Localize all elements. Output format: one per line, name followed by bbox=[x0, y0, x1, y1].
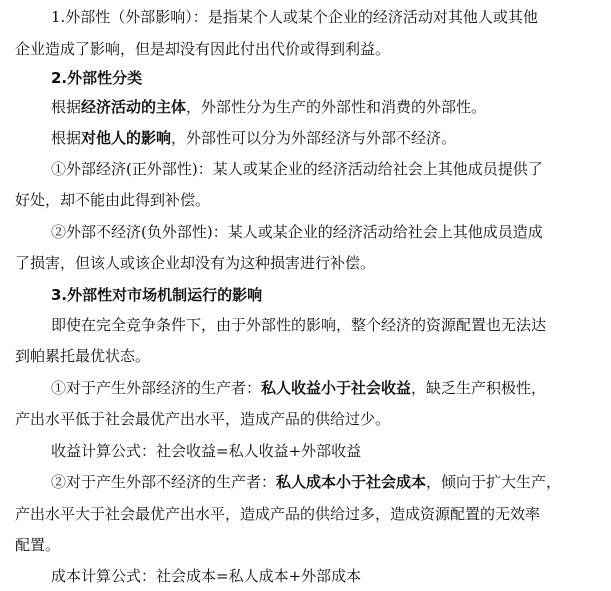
text-segment: 根据 bbox=[51, 98, 82, 116]
definition-line-1: 1.外部性（外部影响）：是指某个人或某个企业的经济活动对其他人或其他 bbox=[51, 8, 538, 26]
positive-producer-line-2: 产出水平低于社会最优产出水平，造成产品的供给过少。 bbox=[15, 410, 391, 428]
text-segment: ，缺乏生产积极性， bbox=[411, 379, 547, 397]
negative-producer-line-2: 产出水平大于社会最优产出水平，造成产品的供给过多，造成资源配置的无效率 bbox=[15, 505, 541, 523]
negative-externality-line-2: 了损害，但该人或该企业却没有为这种损害进行补偿。 bbox=[15, 254, 376, 272]
text-segment: ，外部性分为生产的外部性和消费的外部性。 bbox=[186, 98, 487, 116]
emphasis-private-cost: 私人成本小于社会成本 bbox=[276, 473, 427, 491]
classification-by-effect bbox=[51, 128, 456, 148]
positive-externality-line-2: 好处，却不能由此得到补偿。 bbox=[15, 191, 211, 209]
heading-classification: 2.外部性分类 bbox=[51, 69, 143, 87]
text-segment: ，外部性可以分为外部经济与外部不经济。 bbox=[171, 129, 457, 147]
emphasis-private-revenue: 私人收益小于社会收益 bbox=[261, 379, 412, 397]
positive-externality-line-1: ①外部经济(正外部性)：某人或某企业的经济活动给社会上其他成员提供了 bbox=[51, 160, 543, 178]
emphasis-effect: 对他人的影响 bbox=[81, 129, 172, 147]
heading-market-impact: 3.外部性对市场机制运行的影响 bbox=[51, 286, 263, 304]
negative-producer-line-1 bbox=[51, 472, 561, 492]
text-segment: ，倾向于扩大生产， bbox=[426, 473, 562, 491]
cost-formula: 成本计算公式：社会成本=私人成本+外部成本 bbox=[51, 567, 362, 585]
text-segment: ②对于产生外部不经济的生产者： bbox=[51, 473, 277, 491]
definition-line-2: 企业造成了影响，但是却没有因此付出代价或得到利益。 bbox=[15, 40, 391, 58]
positive-producer-line-1 bbox=[51, 378, 546, 398]
text-segment: 根据 bbox=[51, 129, 82, 147]
market-impact-intro-2: 到帕累托最优状态。 bbox=[15, 347, 151, 365]
emphasis-subject: 经济活动的主体 bbox=[81, 98, 187, 116]
negative-externality-line-1: ②外部不经济(负外部性)：某人或某企业的经济活动给社会上其他成员造成 bbox=[51, 223, 543, 241]
market-impact-intro-1: 即使在完全竞争条件下，由于外部性的影响，整个经济的资源配置也无法达 bbox=[51, 316, 547, 334]
revenue-formula: 收益计算公式：社会收益=私人收益+外部收益 bbox=[51, 442, 362, 460]
classification-by-subject bbox=[51, 97, 486, 117]
text-segment: ①对于产生外部经济的生产者： bbox=[51, 379, 262, 397]
negative-producer-line-3: 配置。 bbox=[15, 536, 61, 554]
